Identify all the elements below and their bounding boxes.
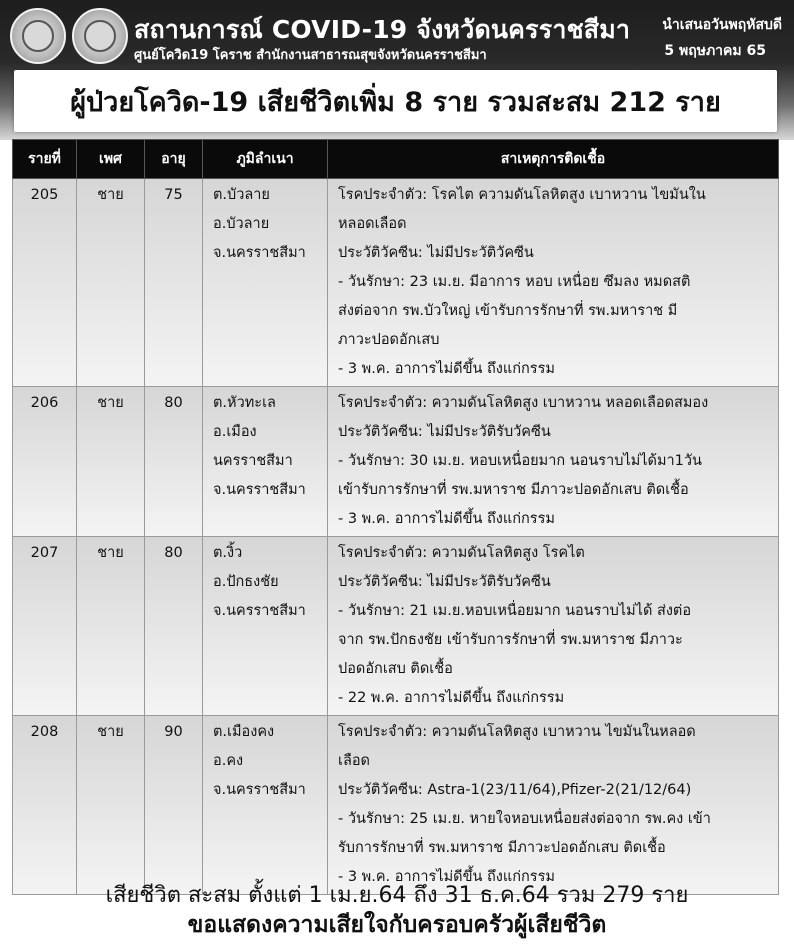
cause-line: - วันรักษา: 21 เม.ย.หอบเหนื่อยมาก นอนราบไม่ได้ ส่งต่อ — [338, 603, 692, 619]
case-number-cell: 207 — [13, 537, 77, 716]
domicile-line: จ.นครราชสีมา — [213, 782, 306, 798]
cause-line: ประวัติวัคซีน: ไม่มีประวัติรับวัคซีน — [338, 424, 551, 440]
domicile-cell — [203, 537, 328, 716]
cause-cell — [328, 537, 779, 716]
cause-line: - 3 พ.ค. อาการไม่ดีขึ้น ถึงแก่กรรม — [338, 869, 555, 885]
col-header-sex: เพศ — [77, 140, 145, 179]
case-number-cell: 206 — [13, 387, 77, 537]
public-health-logo — [72, 8, 128, 64]
domicile-line: จ.นครราชสีมา — [213, 603, 306, 619]
cause-line: - 22 พ.ค. อาการไม่ดีขึ้น ถึงแก่กรรม — [338, 690, 565, 706]
domicile-line: อ.บัวลาย — [213, 216, 270, 232]
domicile-line: จ.นครราชสีมา — [213, 245, 306, 261]
cause-line: เลือด — [338, 753, 370, 769]
sex-cell: ชาย — [77, 179, 145, 387]
domicile-line: อ.ปักธงชัย — [213, 574, 279, 590]
cause-line: รับการรักษาที่ รพ.มหาราช มีภาวะปอดอักเสบ ติดเชื้อ — [338, 840, 666, 856]
sex-cell: ชาย — [77, 387, 145, 537]
cause-line: หลอดเลือด — [338, 216, 407, 232]
domicile-cell — [203, 179, 328, 387]
cause-line: ประวัติวัคซีน: ไม่มีประวัติวัคซีน — [338, 245, 534, 261]
cause-line: - วันรักษา: 30 เม.ย. หอบเหนื่อยมาก นอนราบไม่ได้มา1วัน — [338, 453, 702, 469]
domicile-line: ต.งิ้ว — [213, 545, 243, 561]
cause-line: โรคประจำตัว: ความดันโลหิตสูง เบาหวาน ไขมันในหลอด — [338, 724, 696, 740]
domicile-line: ต.เมืองคง — [213, 724, 275, 740]
cause-line: โรคประจำตัว: โรคไต ความดันโลหิตสูง เบาหวาน ไขมันใน — [338, 187, 706, 203]
age-cell: 80 — [145, 387, 203, 537]
table-row — [13, 716, 779, 895]
page-subtitle: ศูนย์โควิด19 โคราช สำนักงานสาธารณสุขจังหวัดนครราชสีมา — [134, 48, 487, 63]
domicile-line: อ.คง — [213, 753, 244, 769]
age-cell: 90 — [145, 716, 203, 895]
col-header-no: รายที่ — [13, 140, 77, 179]
cause-line: ประวัติวัคซีน: Astra-1(23/11/64),Pfizer-2(21/12/64) — [338, 782, 692, 798]
domicile-line: ต.บัวลาย — [213, 187, 270, 203]
cause-line: โรคประจำตัว: ความดันโลหิตสูง เบาหวาน หลอดเลือดสมอง — [338, 395, 709, 411]
case-number-cell: 208 — [13, 716, 77, 895]
report-date: 5 พฤษภาคม 65 — [664, 43, 766, 59]
presented-day: นำเสนอวันพฤหัสบดี — [662, 17, 782, 33]
cause-cell — [328, 179, 779, 387]
cause-line: เข้ารับการรักษาที่ รพ.มหาราช มีภาวะปอดอักเสบ ติดเชื้อ — [338, 482, 689, 498]
cause-line: ปอดอักเสบ ติดเชื้อ — [338, 661, 453, 677]
col-header-cause: สาเหตุการติดเชื้อ — [328, 140, 779, 179]
sex-cell: ชาย — [77, 537, 145, 716]
cause-line: ภาวะปอดอักเสบ — [338, 332, 440, 348]
table-header-row — [13, 140, 779, 179]
domicile-line: อ.เมือง — [213, 424, 257, 440]
cause-line: - 3 พ.ค. อาการไม่ดีขึ้น ถึงแก่กรรม — [338, 361, 555, 377]
cause-line: - วันรักษา: 25 เม.ย. หายใจหอบเหนื่อยส่งต่อจาก รพ.คง เข้า — [338, 811, 711, 827]
condolence-message: ขอแสดงความเสียใจกับครอบครัวผู้เสียชีวิต — [187, 912, 607, 938]
cumulative-summary: เสียชีวิต สะสม ตั้งแต่ 1 เม.ย.64 ถึง 31 ธ.ค.64 รวม 279 ราย — [105, 883, 689, 908]
cause-line: - 3 พ.ค. อาการไม่ดีขึ้น ถึงแก่กรรม — [338, 511, 555, 527]
cause-cell — [328, 387, 779, 537]
table-row — [13, 179, 779, 387]
cause-line: โรคประจำตัว: ความดันโลหิตสูง โรคไต — [338, 545, 585, 561]
organization-seal-logo — [10, 8, 66, 64]
domicile-line: ต.หัวทะเล — [213, 395, 276, 411]
col-header-age: อายุ — [145, 140, 203, 179]
cause-line: จาก รพ.ปักธงชัย เข้ารับการรักษาที่ รพ.มหาราช มีภาวะ — [338, 632, 683, 648]
deaths-table — [12, 139, 779, 895]
age-cell: 80 — [145, 537, 203, 716]
cause-line: - วันรักษา: 23 เม.ย. มีอาการ หอบ เหนื่อย ซึมลง หมดสติ — [338, 274, 691, 290]
domicile-line: จ.นครราชสีมา — [213, 482, 306, 498]
table-row — [13, 387, 779, 537]
domicile-cell — [203, 716, 328, 895]
domicile-cell — [203, 387, 328, 537]
domicile-line: นครราชสีมา — [213, 453, 293, 469]
age-cell: 75 — [145, 179, 203, 387]
cause-cell — [328, 716, 779, 895]
cause-line: ส่งต่อจาก รพ.บัวใหญ่ เข้ารับการรักษาที่ รพ.มหาราช มี — [338, 303, 678, 319]
sex-cell: ชาย — [77, 716, 145, 895]
table-row — [13, 537, 779, 716]
cause-line: ประวัติวัคซีน: ไม่มีประวัติรับวัคซีน — [338, 574, 551, 590]
page-title: สถานการณ์ COVID-19 จังหวัดนครราชสีมา — [134, 15, 631, 44]
deaths-banner: ผู้ป่วยโควิด-19 เสียชีวิตเพิ่ม 8 ราย รวมสะสม 212 ราย — [14, 70, 777, 132]
col-header-domicile: ภูมิลำเนา — [203, 140, 328, 179]
case-number-cell: 205 — [13, 179, 77, 387]
